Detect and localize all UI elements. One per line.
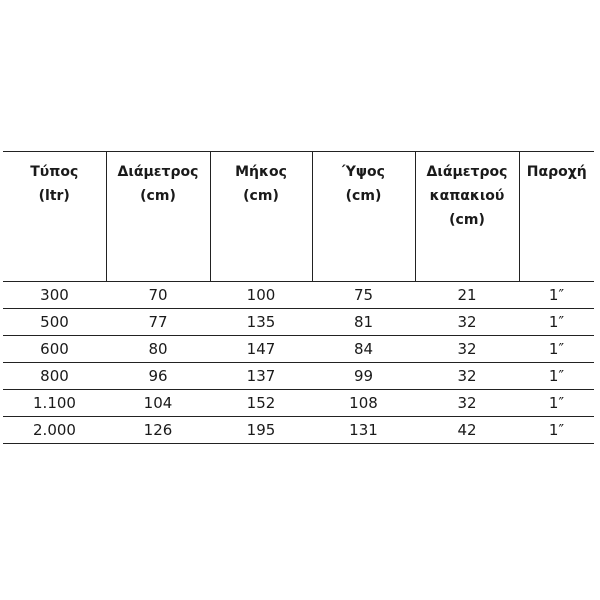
cell-length: 100	[246, 286, 276, 304]
spec-table	[3, 151, 594, 444]
cell-height: 99	[353, 367, 374, 385]
cell-type: 2.000	[33, 421, 76, 439]
header-row	[3, 152, 594, 282]
cell-diameter: 80	[148, 340, 168, 358]
cell-diameter: 96	[148, 367, 168, 385]
table-row	[3, 336, 594, 363]
cell-lid-diameter: 42	[457, 421, 477, 439]
header-lid-diameter: Διάμετρος καπακιού (cm)	[415, 152, 519, 282]
cell-type: 600	[40, 340, 69, 358]
cell-type: 500	[40, 313, 69, 331]
header-supply: Παροχή	[519, 152, 594, 282]
cell-supply: 1″	[548, 340, 565, 358]
cell-height: 108	[349, 394, 378, 412]
table-row	[3, 417, 594, 444]
table-row	[3, 363, 594, 390]
cell-diameter: 104	[143, 394, 173, 412]
cell-supply: 1″	[548, 421, 565, 439]
cell-type: 300	[40, 286, 69, 304]
cell-diameter: 77	[148, 313, 168, 331]
cell-length: 195	[246, 421, 276, 439]
cell-supply: 1″	[548, 367, 565, 385]
header-height: Ύψος (cm)	[312, 152, 415, 282]
cell-diameter: 126	[143, 421, 173, 439]
table-row	[3, 390, 594, 417]
cell-type: 1.100	[33, 394, 76, 412]
cell-length: 147	[246, 340, 276, 358]
cell-lid-diameter: 32	[457, 313, 477, 331]
cell-supply: 1″	[548, 286, 565, 304]
cell-length: 152	[246, 394, 276, 412]
cell-lid-diameter: 32	[457, 394, 477, 412]
cell-length: 137	[246, 367, 276, 385]
cell-type: 800	[40, 367, 69, 385]
cell-lid-diameter: 21	[457, 286, 477, 304]
header-type: Τύπος (ltr)	[30, 164, 79, 204]
cell-height: 81	[353, 313, 374, 331]
table-row	[3, 309, 594, 336]
header-diameter: Διάμετρος (cm)	[106, 152, 210, 282]
table-row	[3, 282, 594, 309]
cell-lid-diameter: 32	[457, 340, 477, 358]
cell-supply: 1″	[548, 394, 565, 412]
cell-supply: 1″	[548, 313, 565, 331]
cell-height: 84	[353, 340, 374, 358]
cell-diameter: 70	[148, 286, 168, 304]
cell-lid-diameter: 32	[457, 367, 477, 385]
header-length: Μήκος (cm)	[210, 152, 312, 282]
cell-height: 75	[353, 286, 374, 304]
cell-length: 135	[246, 313, 276, 331]
cell-height: 131	[349, 421, 378, 439]
